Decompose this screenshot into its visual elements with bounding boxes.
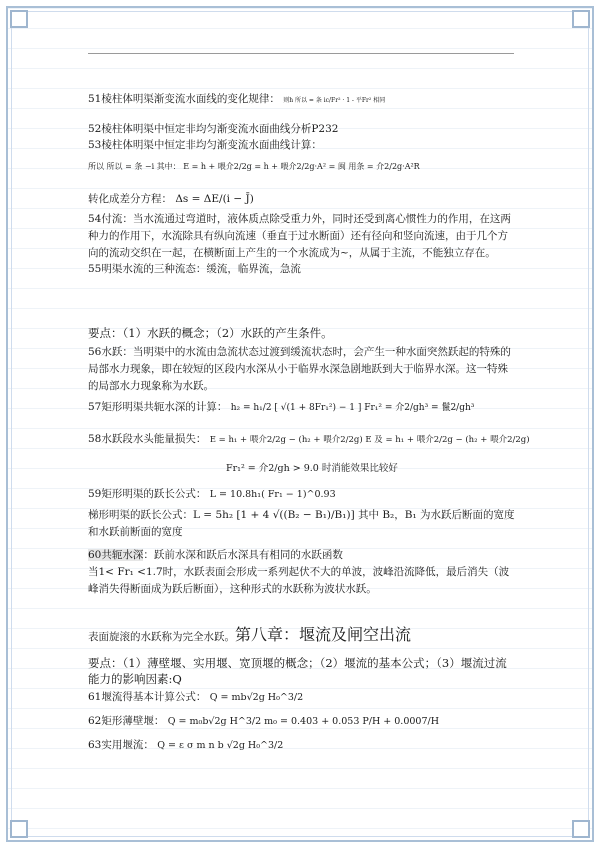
frame-corner [10,10,28,28]
item-51-label: 51棱柱体明渠渐变流水面线的变化规律： [88,93,280,105]
item-62-label: 62矩形薄壁堰： [88,715,165,727]
item-54: 54付流：当水流通过弯道时，液体质点除受重力外，同时还受到离心惯性力的作用，在这两种力的作用下，水流除具有纵向流速（垂直于过水断面）还有径向和竖向流速，由于几个方向的流动交织在一起，在横断面上产生的一个水流成为~，从属于主流，不能独立存在。 [88,213,511,259]
chapter-8-heading [88,625,412,644]
chapter-8-title: 第八章：堰流及闸空出流 [235,625,412,644]
frame-corner [572,820,590,838]
frame-corner [10,820,28,838]
item-56: 56水跃：当明渠中的水流由急流状态过渡到缓流状态时，会产生一种水面突然跃起的特殊的局部水力现象，即在较短的区段内水深从小于临界水深急剧地跃到大于临界水深。这一特殊的局部水力现象称为水跃。 [88,346,511,392]
item-60-def: ：跃前水深和跃后水深具有相同的水跃函数 [143,549,343,561]
item-62 [88,714,439,729]
item-60-term: 60共轭水深 [88,549,144,561]
item-58-formula: E = h₁ + 喂介2/2g − (h₂ + 喂介2/2g) E 及 = h₁ + 喂介2/2g − (h₂ + 喂介2/2g) [209,435,530,445]
key-points-hydraulic-jump: 要点：（1）水跃的概念；（2）水跃的产生条件。 [88,326,333,340]
item-53-formula: 所以 所以 = 条 −i 其中： E = h + 喂介2/2g = h + 喂介2/2g·A² = 闽 用条 = 介2/2g·A²R [88,162,420,171]
header-rule [88,53,514,54]
item-57-label: 57矩形明渠共轭水深的计算： [88,401,228,413]
item-63-label: 63实用堰流： [88,739,154,751]
difference-equation: 转化成差分方程： Δs = ΔE/(i − J̄) [88,193,254,205]
item-trapezoid-label: 梯形明渠的跃长公式： [88,509,193,521]
item-trapezoid-formula: L = 5h₂ [1 + 4 √((B₂ − B₁)/B₁)] 其中 B₂，B₁ 为水跃后断面的宽度和水跃前断面的宽度 [88,509,515,538]
key-points-weir: 要点：（1）薄壁堰、实用堰、宽顶堰的概念；（2）堰流的基本公式；（3）堰流过流能力的影响因素:Q [88,656,507,686]
item-63-formula: Q = ε σ m n b √2g H₀^3/2 [157,740,284,751]
item-57-formula: h₂ = h₁/2 [ √(1 + 8Fr₁²) − 1 ] Fr₁² = 介2/gh³ = 鬣2/gh³ [230,403,475,413]
item-58-label: 58水跃段水头能量损失： [88,433,207,445]
item-trapezoid [88,507,518,541]
item-60 [88,548,343,562]
item-61-label: 61堰流得基本计算公式： [88,691,207,703]
item-59 [88,487,336,502]
item-52: 52棱柱体明渠中恒定非均匀渐变流水面曲线分析P232 [88,123,339,135]
item-61 [88,690,303,705]
item-55: 55明渠水流的三种流态：缓流，临界流，急流 [88,263,301,275]
item-51 [88,92,385,106]
full-jump-note: 表面旋滚的水跃称为完全水跃。 [88,631,235,643]
item-63 [88,738,283,753]
item-58 [88,432,530,447]
item-58-condition: Fr₁² = 介2/gh > 9.0 时消能效果比较好 [226,463,398,474]
frame-corner [572,10,590,28]
item-61-formula: Q = mb√2g H₀^3/2 [209,692,304,703]
item-57 [88,400,474,415]
item-53: 53棱柱体明渠中恒定非均匀渐变流水面曲线计算： [88,139,322,151]
item-59-formula: L = 10.8h₁( Fr₁ − 1)^0.93 [209,489,336,500]
item-59-label: 59矩形明渠的跃长公式： [88,488,207,500]
item-51-formula: 则h 所以 = 条 ic/Fr² · 1 - 平Fr² 相同 [283,97,386,104]
item-62-formula: Q = m₀b√2g H^3/2 m₀ = 0.403 + 0.053 P/H + 0.0007/H [167,716,439,727]
item-60-undular: 当1< Fr₁ <1.7时，水跃表面会形成一系列起伏不大的单波，波峰沿流降低，最后消失（波峰消失得断面成为跃后断面），这种形式的水跃称为波状水跃。 [88,566,510,595]
